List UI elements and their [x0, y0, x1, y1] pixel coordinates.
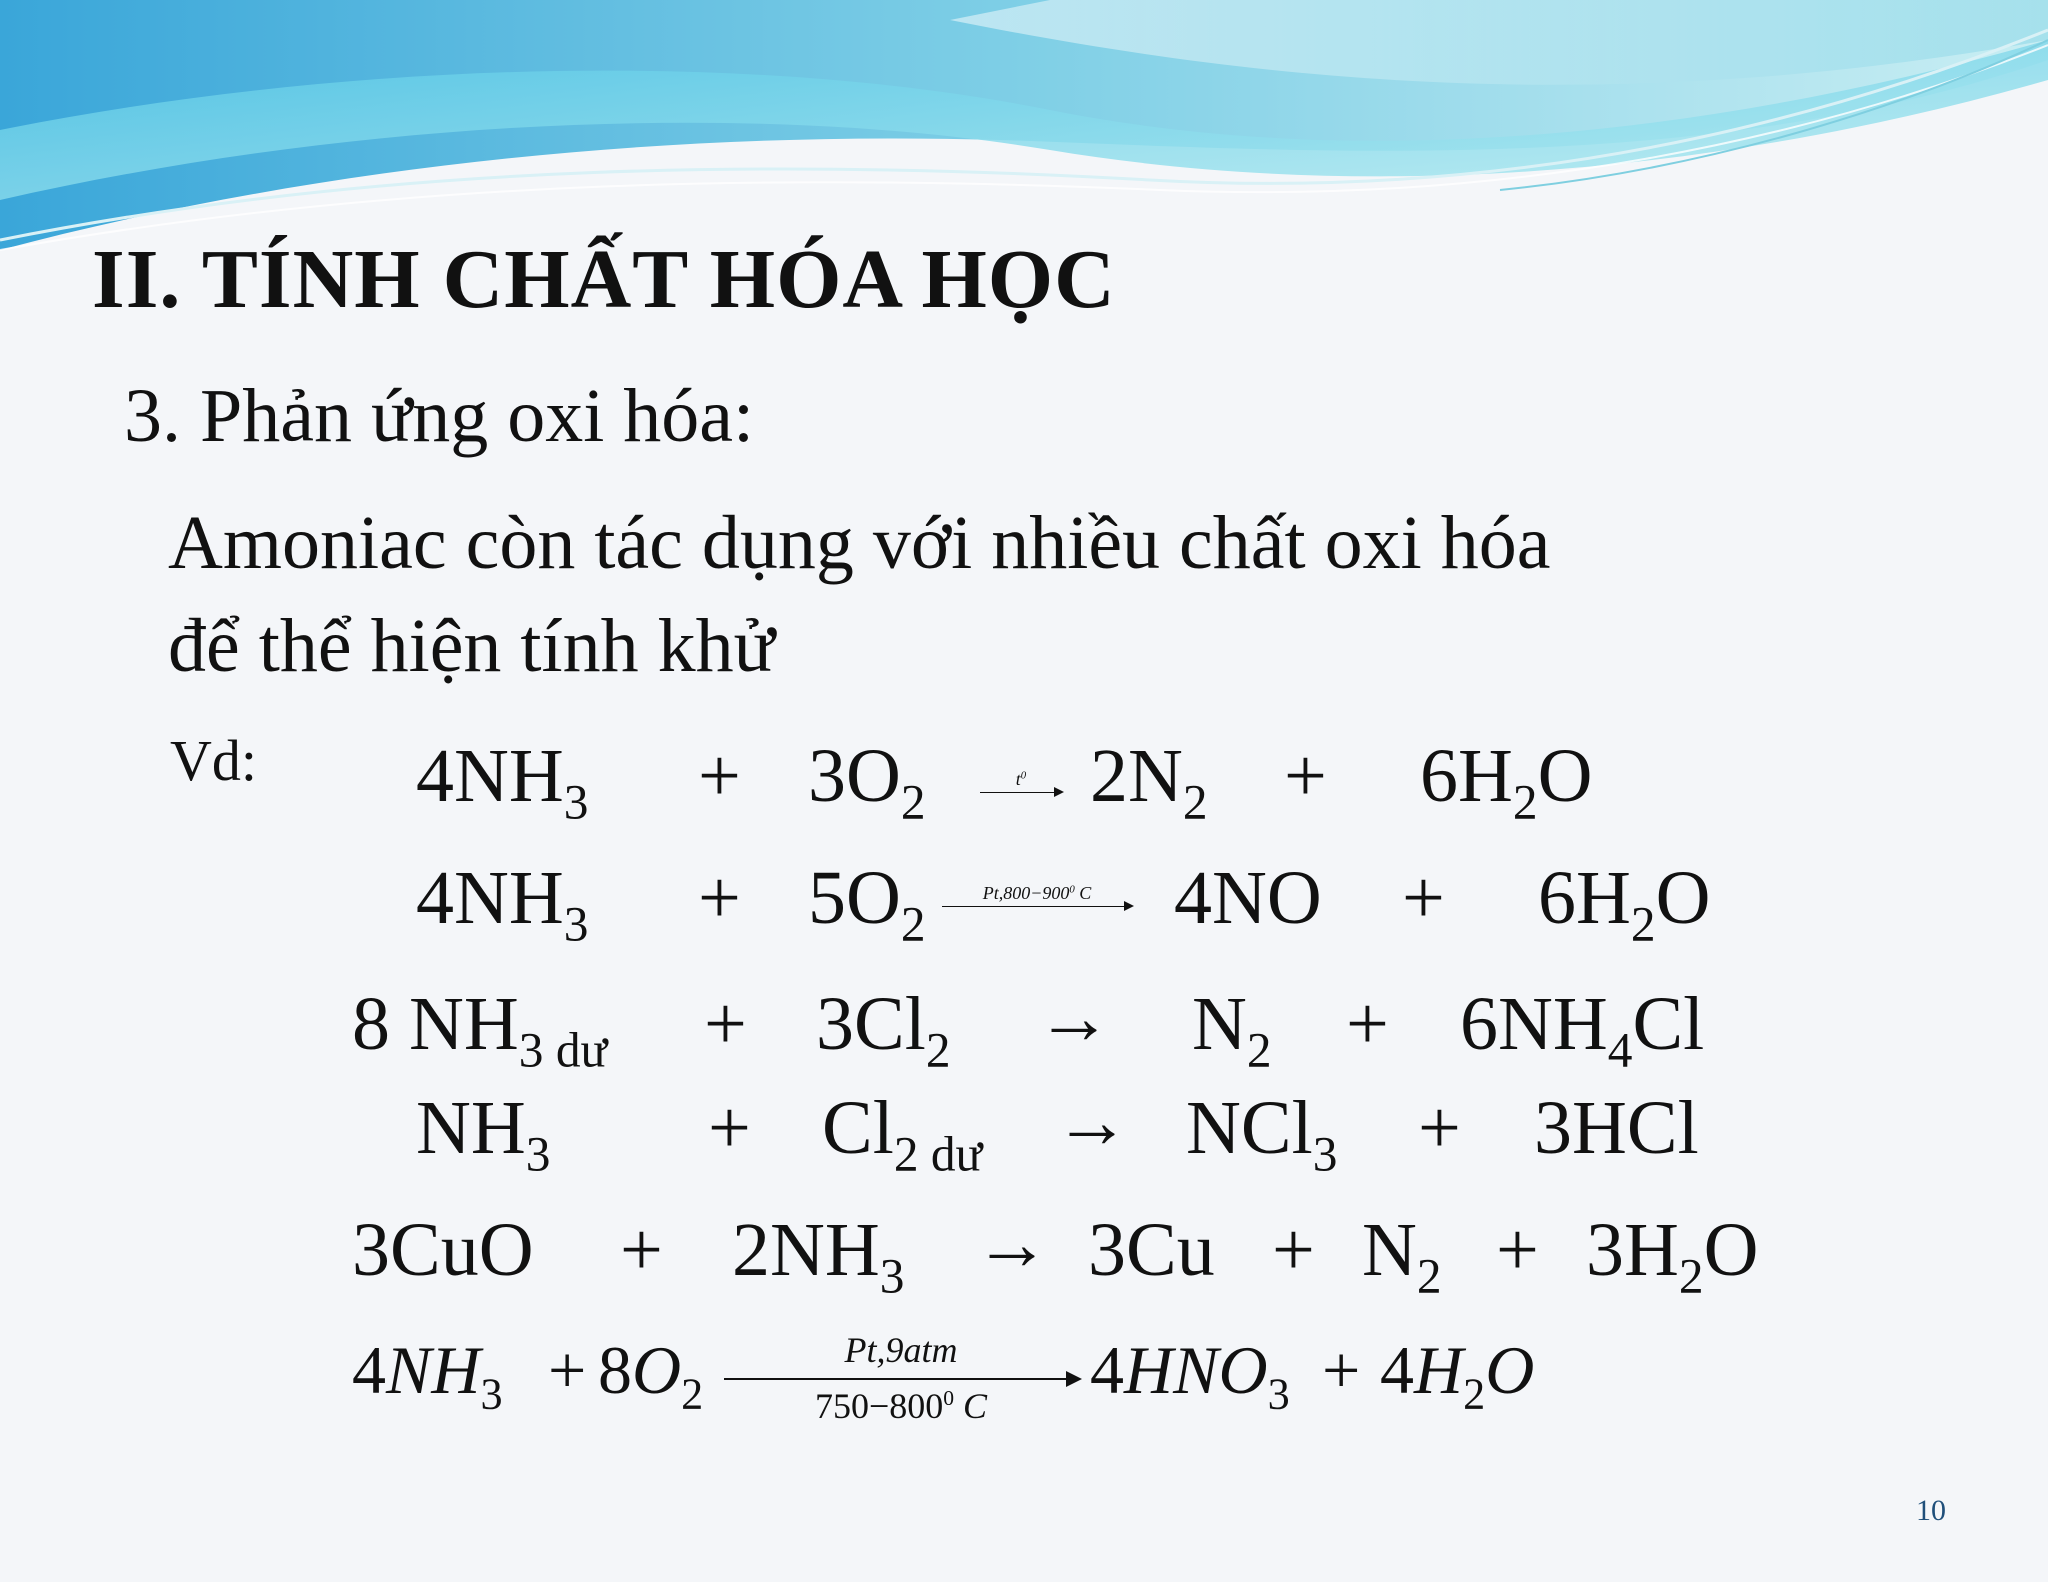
eq5-plus-2: +: [1272, 1208, 1315, 1292]
eq5-plus-1: +: [620, 1208, 663, 1292]
eq6-reaction-arrow: [724, 1332, 1078, 1424]
eq6-plus-2: +: [1322, 1332, 1361, 1408]
eq6-condition-bottom: $750-800^0$ C: [814, 1386, 988, 1426]
eq5-product-1: 3Cu: [1088, 1208, 1215, 1292]
eq1-reactant-1: $4NH_3$: [416, 734, 589, 830]
eq3-plus-1: +: [704, 982, 747, 1066]
eq4-reaction-arrow: →: [1054, 1080, 1130, 1164]
paragraph-line-1: Amoniac còn tác dụng với nhiều chất oxi hóa: [168, 501, 1551, 585]
eq6-reactant-2: $8O_2$: [598, 1332, 704, 1419]
eq2-product-2: $6H_2O$: [1538, 856, 1711, 952]
eq3-product-2: $6NH_4Cl$: [1460, 982, 1705, 1078]
eq2-reactant-2: $5O_2$: [808, 856, 926, 952]
eq4-product-1: NCl$_3$: [1186, 1086, 1338, 1182]
eq4-plus-2: +: [1418, 1086, 1461, 1170]
eq3-plus-2: +: [1346, 982, 1389, 1066]
page-number: 10: [1916, 1494, 1946, 1527]
eq2-plus-2: +: [1402, 856, 1445, 940]
eq4-plus-1: +: [708, 1086, 751, 1170]
eq4-reactant-2: $Cl_{2 dư}$: [822, 1086, 983, 1182]
eq1-plus-2: +: [1284, 734, 1327, 818]
slide-title: II. TÍNH CHẤT HÓA HỌC: [92, 233, 1116, 326]
eq4-reactant-1: $NH_3$: [416, 1086, 551, 1182]
eq3-product-1: $N_2$: [1192, 982, 1272, 1078]
eq2-product-1: 4NO: [1174, 856, 1322, 940]
eq6-condition-top: Pt,9atm: [844, 1330, 958, 1370]
eq1-product-1: $2N_2$: [1090, 734, 1208, 830]
eq5-reaction-arrow: →: [974, 1202, 1050, 1286]
eq3-reactant-1: 8 $NH_{3 dư}$: [352, 982, 608, 1078]
eq1-reaction-arrow: $t^0$: [980, 770, 1062, 793]
eq1-product-2: $6H_2O$: [1420, 734, 1593, 830]
eq3-reactant-2: $3Cl_2$: [816, 982, 951, 1078]
eq4-product-2: 3HCl: [1534, 1086, 1699, 1170]
eq5-product-2: $N_2$: [1362, 1208, 1442, 1304]
eq1-reactant-2: $3O_2$: [808, 734, 926, 830]
example-label: Vd:: [170, 728, 257, 793]
paragraph-line-2: để thể hiện tính khử: [168, 604, 775, 688]
eq2-reaction-arrow: $Pt,800-900^0$ C: [942, 884, 1132, 907]
eq5-reactant-1: 3CuO: [352, 1208, 534, 1292]
eq3-reaction-arrow: →: [1036, 976, 1112, 1060]
eq5-product-3: $3H_2O$: [1586, 1208, 1759, 1304]
eq2-plus-1: +: [698, 856, 741, 940]
eq2-reactant-1: $4NH_3$: [416, 856, 589, 952]
eq5-plus-3: +: [1496, 1208, 1539, 1292]
eq6-plus-1: +: [548, 1332, 587, 1408]
eq6-reactant-1: $4NH_3$: [352, 1332, 503, 1419]
eq6-product-1: $4HNO_3$: [1090, 1332, 1290, 1419]
section-heading: 3. Phản ứng oxi hóa:: [124, 374, 755, 458]
eq5-reactant-2: $2NH_3$: [732, 1208, 905, 1304]
eq6-product-2: $4H_2O$: [1380, 1332, 1535, 1419]
eq1-plus-1: +: [698, 734, 741, 818]
